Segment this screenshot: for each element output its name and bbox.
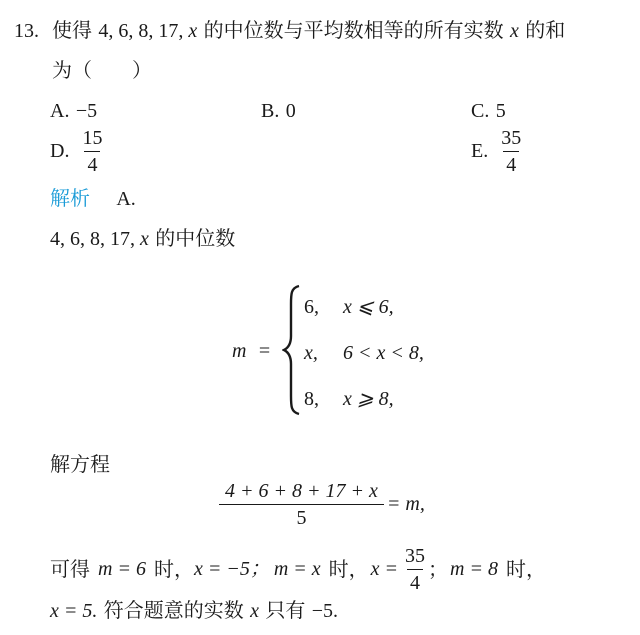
option-b — [261, 98, 296, 123]
left-brace-icon — [282, 284, 302, 416]
solution-answer: A. — [116, 188, 136, 210]
option-c-value: 5 — [495, 100, 506, 122]
result-line-2 — [50, 598, 338, 623]
equation-denominator: 5 — [219, 504, 384, 528]
solve-label — [50, 452, 110, 476]
option-d-label: D. — [50, 140, 70, 162]
question-line-2 — [52, 58, 152, 82]
case-3-condition — [343, 386, 394, 411]
option-e-fraction — [498, 128, 524, 175]
equation — [222, 476, 425, 532]
equation-rhs: = m, — [386, 493, 425, 515]
question-number-text: 13. — [14, 20, 39, 42]
option-a — [50, 98, 97, 123]
case-1-value — [304, 294, 319, 319]
question-number — [14, 18, 39, 43]
case-3-value — [304, 386, 319, 411]
case-2-value — [304, 340, 318, 365]
equation-numerator: 4 + 6 + 8 + 17 + x — [225, 479, 378, 502]
result-2-a: x = 5. — [50, 600, 98, 622]
option-d-fraction — [79, 128, 105, 175]
option-d-numerator: 15 — [82, 126, 103, 149]
result-line-1 — [50, 542, 546, 596]
question-line-2-text: 为（ ） — [52, 58, 152, 82]
result-2-c: x — [250, 600, 259, 622]
result-1-g: x = — [370, 558, 399, 580]
equation-fraction — [222, 481, 381, 528]
result-1-h: ； — [428, 557, 449, 581]
option-d-denominator: 4 — [84, 151, 100, 175]
result-1-i: m = 8 — [450, 558, 498, 580]
question-middle: 的中位数与平均数相等的所有实数 — [203, 18, 504, 42]
result-1-b: m = 6 — [98, 558, 146, 580]
question-prefix: 使得 — [52, 18, 92, 42]
option-a-label: A. — [50, 100, 70, 122]
result-2-d: 只有 — [265, 598, 306, 622]
option-e-denominator: 4 — [503, 151, 519, 175]
question-var-2: x — [509, 20, 519, 42]
option-e-label: E. — [471, 140, 489, 162]
result-1-e: m = x — [273, 558, 321, 580]
piecewise-eq: = — [258, 340, 271, 362]
solve-label-text: 解方程 — [50, 452, 110, 476]
result-1-fraction — [402, 546, 428, 593]
case-1-condition — [343, 294, 394, 319]
question-list: 4, 6, 8, 17, — [98, 20, 189, 42]
median-line — [50, 226, 235, 251]
case-3-value-text: 8, — [304, 388, 319, 410]
option-c-label: C. — [471, 100, 490, 122]
result-1-c: 时， — [153, 557, 194, 581]
case-1-value-text: 6, — [304, 296, 319, 318]
option-a-value: −5 — [75, 100, 98, 122]
median-text: 的中位数 — [155, 226, 236, 250]
option-c — [471, 98, 506, 123]
case-2-condition — [343, 340, 424, 365]
median-var: x — [140, 228, 149, 250]
question-var: x — [188, 20, 198, 42]
question-line-1 — [52, 18, 565, 43]
result-1-a: 可得 — [50, 557, 90, 581]
case-1-condition-text: x ⩽ 6, — [343, 296, 394, 318]
result-2-e: −5. — [311, 600, 338, 622]
piecewise-m: m — [232, 340, 247, 362]
result-1-j: 时， — [505, 557, 546, 581]
case-2-condition-text: 6 < x < 8, — [343, 342, 424, 364]
median-list: 4, 6, 8, 17, — [50, 228, 140, 250]
option-d — [50, 124, 105, 178]
solution-label: 解析 — [50, 186, 90, 210]
option-e — [471, 124, 524, 178]
result-1-denominator: 4 — [407, 569, 423, 593]
piecewise-lhs — [232, 338, 270, 363]
option-b-value: 0 — [285, 100, 296, 122]
result-1-numerator: 35 — [405, 544, 426, 567]
question-suffix: 的和 — [525, 18, 566, 42]
result-1-f: 时， — [328, 557, 369, 581]
result-2-b: 符合题意的实数 — [103, 598, 244, 622]
case-3-condition-text: x ⩾ 8, — [343, 388, 394, 410]
option-b-label: B. — [261, 100, 280, 122]
option-e-numerator: 35 — [501, 126, 522, 149]
solution-header — [50, 186, 136, 211]
result-1-d: x = −5； — [193, 558, 270, 580]
case-2-value-text: x, — [304, 342, 318, 364]
